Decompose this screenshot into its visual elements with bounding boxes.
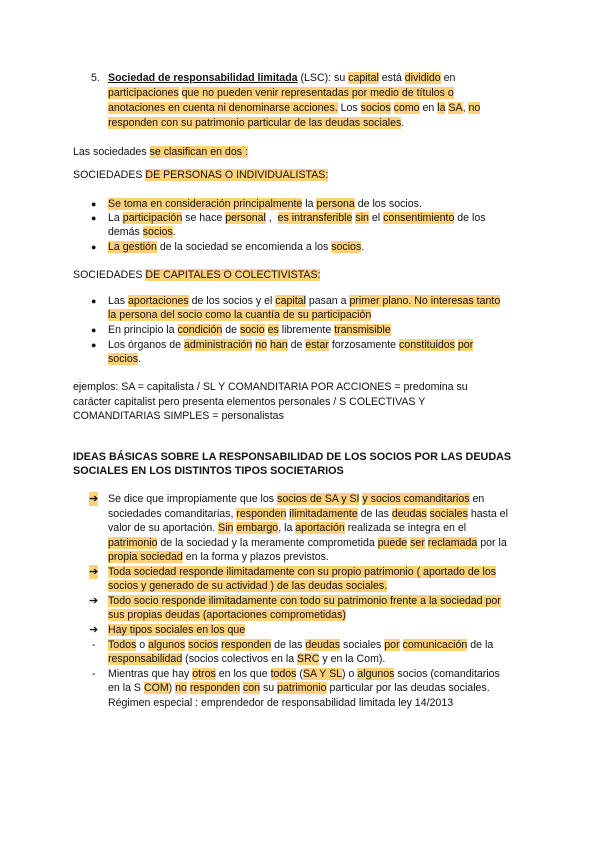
list-number: 5. (91, 72, 100, 84)
text-run: socios (comanditarios (394, 668, 500, 680)
highlighted-text: propia sociedad (108, 551, 183, 563)
text-run: demás (108, 226, 143, 238)
arrow-right-icon: ➔ (89, 595, 99, 607)
ideas-line (108, 565, 496, 579)
text-run: en la S (108, 682, 144, 694)
section-title-personas (73, 168, 328, 182)
highlighted-text: se clasifican en dos : (149, 146, 248, 158)
highlighted-text: por (384, 639, 400, 651)
text-run: , (462, 102, 469, 114)
ideas-line (108, 492, 484, 506)
ideas-line (108, 652, 385, 666)
list-item-line (108, 197, 422, 211)
highlighted-text: patrimonio (108, 537, 158, 549)
text-run: . (138, 353, 141, 365)
text-run: carácter capitalist pero presenta elementos personales / S COLECTIVAS Y (73, 396, 426, 408)
text-run: sociales (340, 639, 385, 651)
highlighted-text: primer plano. No interesas tanto (349, 295, 501, 307)
highlighted-text: deudas (391, 508, 427, 520)
text-run: de la sociedad y la meramente comprometida (157, 537, 378, 549)
highlighted-text: capital (275, 295, 306, 307)
text-run: por la (477, 537, 507, 549)
text-run: de las (271, 639, 306, 651)
text-run: SOCIEDADES (73, 169, 146, 181)
highlighted-text: socios de SA y SI (277, 493, 360, 505)
section-title-capitales (73, 268, 320, 282)
highlighted-text: aportación (295, 522, 345, 534)
highlighted-text: la persona del socio como la cuantía de su participación (108, 309, 372, 321)
highlighted-text: comunicación (402, 639, 468, 651)
highlighted-text: patrimonio (277, 682, 327, 694)
text-run: Las sociedades (73, 146, 150, 158)
arrow-right-icon: ➔ (89, 566, 99, 578)
bullet-icon: ● (91, 340, 97, 350)
highlighted-text: anotaciones en cuenta ni denominarse acciones. (108, 102, 338, 114)
classification-intro (73, 145, 248, 159)
text-run: valor de su aportación. (108, 522, 219, 534)
text-run: de los socios. (354, 198, 422, 210)
text-run: realizada se integra en el (344, 522, 467, 534)
bullet-icon: ● (91, 325, 97, 335)
arrow-right-icon: ➔ (89, 624, 99, 636)
text-run: su (260, 682, 278, 694)
text-run: (LSC): su (297, 72, 349, 84)
text-run: sociedades comanditarias, (108, 508, 237, 520)
text-run: Mientras que hay (108, 668, 193, 680)
list-item-line (108, 240, 364, 254)
highlighted-text: ser (410, 537, 425, 549)
dash-marker: - (92, 639, 96, 651)
text-run: SOCIEDADES (73, 269, 146, 281)
text-run: en la forma y plazos previstos. (182, 551, 329, 563)
text-run: , (265, 212, 278, 224)
text-run: está (378, 72, 405, 84)
text-run: (socios colectivos en la (182, 653, 298, 665)
highlighted-text: estar (305, 339, 329, 351)
text-run: o (136, 639, 149, 651)
ideas-line (108, 667, 500, 681)
examples-line (73, 380, 468, 394)
highlighted-text: consentimiento (383, 212, 455, 224)
dash-marker: - (92, 668, 96, 680)
text-run: la (302, 198, 317, 210)
text-run: Las (108, 295, 129, 307)
ideas-line (108, 638, 493, 652)
item5-line (108, 116, 404, 130)
highlighted-text: socios (360, 102, 391, 114)
highlighted-text: La gestión (108, 241, 157, 253)
highlighted-text: condición (177, 324, 223, 336)
item5-line (108, 71, 455, 85)
highlighted-text: han (270, 339, 288, 351)
ideas-line (108, 507, 508, 521)
text-run: de las (357, 508, 392, 520)
highlighted-text: por (457, 339, 474, 351)
text-run: hasta el (467, 508, 508, 520)
text-run: . (361, 241, 365, 253)
ideas-line (108, 579, 387, 593)
text-run: COMANDITARIAS SIMPLES = personalistas (73, 410, 284, 422)
list-item-line (108, 338, 473, 352)
highlighted-text: personal (225, 212, 266, 224)
highlighted-text: DE CAPITALES O COLECTIVISTAS: (145, 269, 321, 281)
bullet-icon: ● (91, 242, 97, 252)
highlighted-text: Toda sociedad responde ilimitadamente con su propio patrimonio ( aportado de los (108, 566, 497, 578)
text-run: de los socios y el (188, 295, 276, 307)
text-run: Los (337, 102, 361, 114)
list-item-line (108, 211, 486, 225)
text-run: ( (296, 668, 303, 680)
highlighted-text: es intransferible (277, 212, 353, 224)
text-run: pasan a (305, 295, 350, 307)
text-run: La (108, 212, 123, 224)
highlighted-text: responden con su patrimonio particular de las deudas sociales (108, 117, 402, 129)
text-run: en (419, 102, 438, 114)
highlighted-text: socios (331, 241, 362, 253)
highlighted-text: responsabilidad (108, 653, 183, 665)
ideas-line (108, 536, 507, 550)
text-run: en (440, 72, 456, 84)
highlighted-text: no (175, 682, 187, 694)
text-run: forzosamente (328, 339, 399, 351)
highlighted-text: es (267, 324, 279, 336)
ideas-line (108, 681, 490, 695)
highlighted-text: puede (377, 537, 408, 549)
highlighted-text: responden (221, 639, 272, 651)
highlighted-text: Se toma en consideración principalmente (108, 198, 303, 210)
list-item-line (108, 323, 391, 337)
text-run: , la (278, 522, 296, 534)
highlighted-text: todos (270, 668, 297, 680)
highlighted-text: sociales (429, 508, 468, 520)
highlighted-text: responden (236, 508, 287, 520)
highlighted-text: la (437, 102, 446, 114)
text-run: de (287, 339, 306, 351)
highlighted-text: participación (122, 212, 183, 224)
list-item-line (108, 352, 141, 366)
item5-line (108, 86, 454, 100)
list-item-line (108, 294, 500, 308)
highlighted-text: deudas (305, 639, 341, 651)
ideas-line (108, 608, 346, 622)
highlighted-text: algunos (148, 639, 186, 651)
bullet-icon: ● (91, 213, 97, 223)
ideas-line (108, 594, 501, 608)
highlighted-text: con (242, 682, 261, 694)
text-run: de la sociedad se encomienda a los (156, 241, 332, 253)
text-run: Sociedad de responsabilidad limitada (108, 72, 298, 84)
text-run: de los (454, 212, 486, 224)
text-run: ejemplos: SA = capitalista / SL Y COMANDITARIA POR ACCIONES = predomina su (73, 381, 468, 393)
examples-line (73, 395, 425, 409)
text-run: se hace (182, 212, 226, 224)
highlighted-text: Hay tipos sociales en los que (108, 624, 246, 636)
highlighted-text: SRC (297, 653, 320, 665)
text-run: ) o (342, 668, 358, 680)
text-run: . (401, 117, 405, 129)
highlighted-text: transmisible (334, 324, 391, 336)
highlighted-text: capital (348, 72, 379, 84)
highlighted-text: Sin (218, 522, 234, 534)
highlighted-text: y socios comanditarios (362, 493, 470, 505)
arrow-right-icon: ➔ (89, 493, 99, 505)
text-run: de la (467, 639, 494, 651)
text-run: En principio la (108, 324, 178, 336)
text-run: Régimen especial : emprendedor de responsabilidad limitada ley 14/2013 (108, 697, 454, 709)
highlighted-text: socios (188, 639, 219, 651)
highlighted-text: socios y generado de su actividad ) de las deudas sociales. (108, 580, 388, 592)
highlighted-text: participaciones (108, 87, 179, 99)
ideas-line (108, 623, 245, 637)
highlighted-text: sin (355, 212, 369, 224)
text-run: en los que (215, 668, 271, 680)
ideas-line (108, 521, 466, 535)
highlighted-text: embargo (236, 522, 279, 534)
highlighted-text: socios (108, 353, 139, 365)
item5-line (108, 101, 480, 115)
text-run: de (222, 324, 240, 336)
text-run: libremente (278, 324, 335, 336)
examples-line (73, 409, 284, 423)
highlighted-text: algunos (357, 668, 395, 680)
highlighted-text: no (468, 102, 481, 114)
text-run: Los órganos de (108, 339, 184, 351)
ideas-line (108, 696, 453, 710)
highlighted-text: DE PERSONAS O INDIVIDUALISTAS: (145, 169, 329, 181)
highlighted-text: otros (192, 668, 216, 680)
highlighted-text: socios (142, 226, 173, 238)
text-run: el (368, 212, 384, 224)
text-run: ) (168, 682, 176, 694)
highlighted-text: administración (183, 339, 253, 351)
highlighted-text: COM (143, 682, 169, 694)
highlighted-text: ilimitadamente (289, 508, 358, 520)
highlighted-text: como (393, 102, 420, 114)
bullet-icon: ● (91, 199, 97, 209)
highlighted-text: persona (316, 198, 355, 210)
highlighted-text: no (255, 339, 268, 351)
text-run: . (172, 226, 176, 238)
section-heading: IDEAS BÁSICAS SOBRE LA RESPONSABILIDAD DE LOS SOCIOS POR LAS DEUDAS (73, 451, 512, 463)
highlighted-text: sus propias deudas (aportaciones comprometidas) (108, 609, 346, 621)
highlighted-text: reclamada (427, 537, 478, 549)
text-run: particular por las deudas sociales. (326, 682, 490, 694)
highlighted-text: Todos (108, 639, 137, 651)
highlighted-text: constituidos (399, 339, 455, 351)
highlighted-text: SA (448, 102, 463, 114)
list-item-line (108, 308, 371, 322)
highlighted-text: dividido (404, 72, 441, 84)
highlighted-text: SA Y SL (302, 668, 343, 680)
section-heading: SOCIALES EN LOS DISTINTOS TIPOS SOCIETARIOS (73, 465, 344, 477)
highlighted-text: Todo socio responde ilimitadamente con todo su patrimonio frente a la sociedad por (108, 595, 501, 607)
text-run: y en la Com). (319, 653, 386, 665)
bullet-icon: ● (91, 296, 97, 306)
highlighted-text: responden (189, 682, 240, 694)
text-run: en (469, 493, 485, 505)
ideas-line (108, 550, 329, 564)
highlighted-text: socio (239, 324, 265, 336)
highlighted-text: que no pueden venir representadas por medio de títulos o (181, 87, 454, 99)
highlighted-text: aportaciones (128, 295, 189, 307)
list-item-line (108, 225, 176, 239)
text-run: Se dice que impropiamente que los (108, 493, 278, 505)
